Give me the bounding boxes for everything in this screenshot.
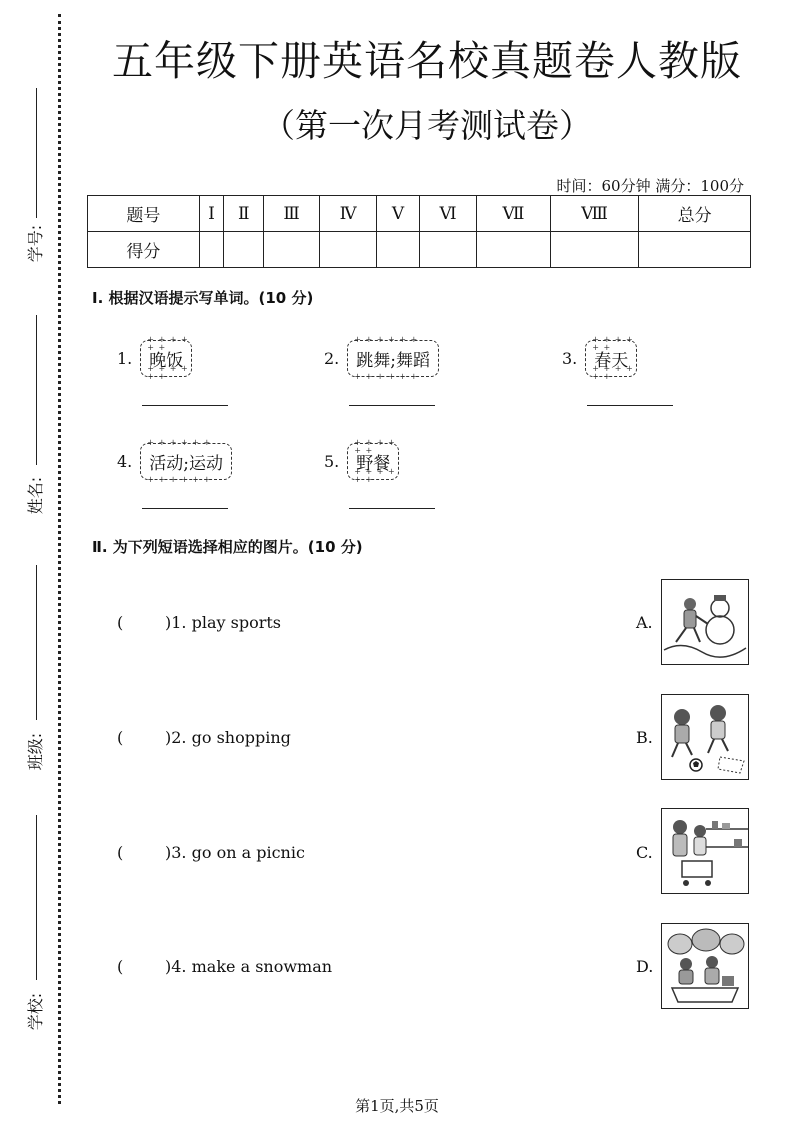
hint-box: + + + + + + 春天 + + + + + + [585,340,637,377]
score-input-cell[interactable] [264,232,320,268]
student-name-label: 姓名: [26,476,46,515]
phrase-text: 4. make a snowman [171,957,333,976]
score-cell: Ⅵ [419,196,477,232]
word-item-2 [324,340,439,377]
children-playing-football-illustration [661,694,749,780]
score-input-cell[interactable] [224,232,264,268]
hint-box: + + + + + + 活动;运动 + + + + + + [140,443,232,480]
answer-bracket[interactable]: ( [117,957,124,976]
answer-bracket[interactable]: ( [117,728,124,747]
score-cell: Ⅰ [199,196,224,232]
score-input-cell[interactable] [639,232,751,268]
score-cell: Ⅶ [477,196,550,232]
class-label: 班级: [26,732,46,771]
item-number: 2. [324,349,340,368]
phrase-text: 3. go on a picnic [171,843,305,862]
score-cell: 得分 [88,232,200,268]
phrase-text: 1. play sports [171,613,281,632]
section-2-heading: Ⅱ. 为下列短语选择相应的图片。(10 分) [92,538,363,556]
school-label: 学校: [26,992,46,1031]
hint-box: + + + + + + 跳舞;舞蹈 + + + + + + [347,340,439,377]
answer-line-1[interactable] [142,405,228,406]
score-cell: Ⅷ [550,196,639,232]
answer-line-3[interactable] [587,405,673,406]
score-cell: Ⅲ [264,196,320,232]
word-item-3 [562,340,637,377]
phrase-text: 2. go shopping [171,728,291,747]
page-title: 五年级下册英语名校真题卷人教版 [112,37,742,85]
class-line [36,565,37,720]
student-name-line [36,315,37,465]
item-number: 5. [324,452,340,471]
option-label-d: D. [636,957,654,976]
answer-line-5[interactable] [349,508,435,509]
page-subtitle: （第一次月考测试卷） [262,106,592,145]
match-row-2: ( )2. go shopping [117,728,291,747]
family-picnic-illustration [661,923,749,1009]
answer-line-4[interactable] [142,508,228,509]
score-table-score-row [88,232,751,268]
item-number: 1. [117,349,133,368]
hint-box: + + + + + + 野餐 + + + + + + [347,443,399,480]
score-cell: 总分 [639,196,751,232]
score-table [87,195,751,268]
score-cell: 题号 [88,196,200,232]
match-row-4: ( )4. make a snowman [117,957,333,976]
option-label-c: C. [636,843,653,862]
section-1-heading: Ⅰ. 根据汉语提示写单词。(10 分) [92,289,314,307]
word-item-1 [117,340,192,377]
score-input-cell[interactable] [477,232,550,268]
page-footer: 第1页,共5页 [355,1097,439,1115]
score-input-cell[interactable] [419,232,477,268]
school-line [36,815,37,980]
answer-bracket[interactable]: ( [117,843,124,862]
item-number: 3. [562,349,578,368]
item-number: 4. [117,452,133,471]
word-item-5 [324,443,399,480]
option-label-b: B. [636,728,653,747]
score-input-cell[interactable] [199,232,224,268]
score-input-cell[interactable] [319,232,376,268]
answer-bracket[interactable]: ( [117,613,124,632]
score-cell: Ⅱ [224,196,264,232]
answer-line-2[interactable] [349,405,435,406]
score-cell: Ⅴ [377,196,419,232]
match-row-1: ( )1. play sports [117,613,281,632]
time-info: 时间：60分钟 满分：100分 [556,177,744,195]
snowman-children-illustration [661,579,749,665]
score-table-header-row [88,196,751,232]
supermarket-shopping-illustration [661,808,749,894]
score-cell: Ⅳ [319,196,376,232]
hint-box: + + + + + + 晚饭 + + + + + + [140,340,192,377]
student-id-line [36,88,37,218]
student-id-label: 学号: [26,224,46,263]
option-label-a: A. [636,613,653,632]
score-input-cell[interactable] [550,232,639,268]
word-item-4 [117,443,232,480]
binding-dotted-line [58,14,61,1104]
score-input-cell[interactable] [377,232,419,268]
match-row-3: ( )3. go on a picnic [117,843,305,862]
